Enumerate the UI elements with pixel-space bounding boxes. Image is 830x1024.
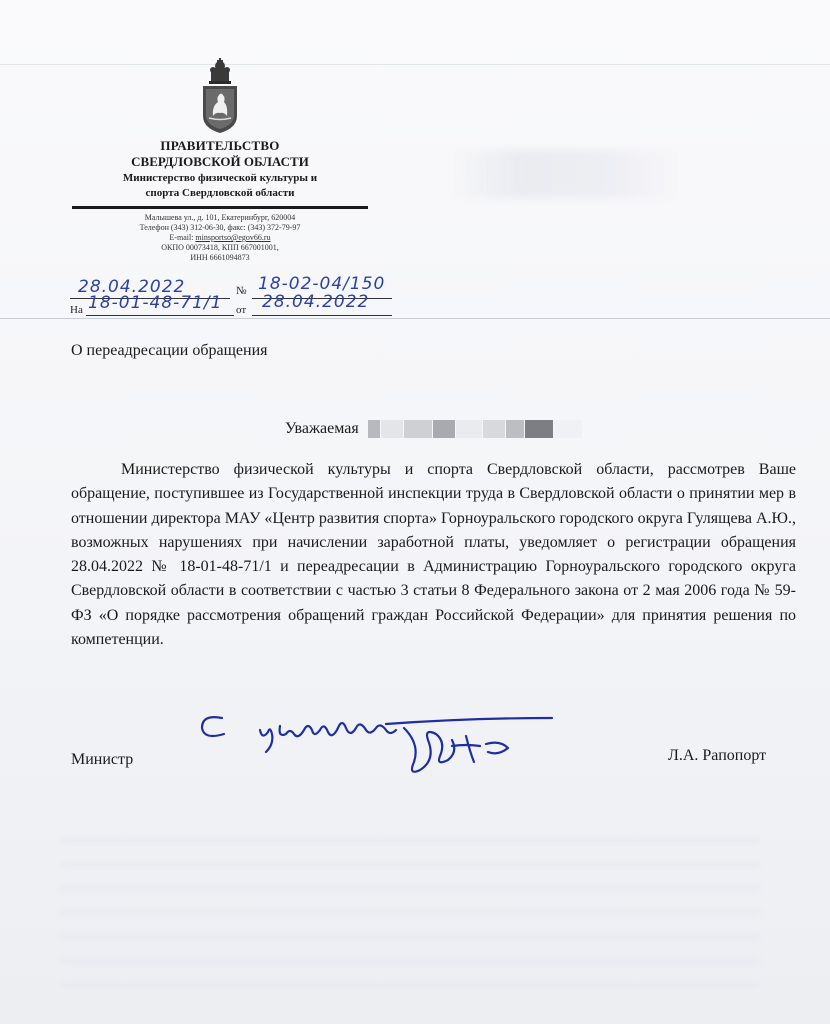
region-title: СВЕРДЛОВСКОЙ ОБЛАСТИ <box>131 154 309 169</box>
redacted-name-block <box>381 420 403 438</box>
incoming-date-underline <box>252 315 392 316</box>
inn: ИНН 6661094873 <box>190 253 250 262</box>
sverdlovsk-coat-of-arms-icon <box>198 58 242 134</box>
scan-fold-line <box>0 318 830 319</box>
email-label: E-mail: <box>169 233 196 242</box>
outgoing-date: 28.04.2022 <box>78 277 186 297</box>
greeting-word: Уважаемая <box>285 420 359 437</box>
handwritten-signature <box>190 700 560 780</box>
ministry-name-line1: Министерство физической культуры и <box>122 172 318 184</box>
redacted-name-block <box>554 420 582 438</box>
redacted-addressee-block <box>455 150 675 198</box>
address: Малышева ул., д. 101, Екатеринбург, 620004 <box>144 213 296 222</box>
bleed-through-shadow <box>60 820 760 990</box>
incoming-underline <box>86 315 234 316</box>
signature-ink <box>190 700 560 780</box>
number-label: № <box>236 285 247 297</box>
redacted-name-block <box>456 420 482 438</box>
outgoing-number: 18-02-04/150 <box>258 274 386 294</box>
redacted-name-block <box>368 420 380 438</box>
letter-body: Министерство физической культуры и спорта Свердловской области, рассмотрев Ваше обращение, поступившее из Государственной инспекции труда в Свердловской области о принятии мер в отношении директора МАУ «Центр развития спорта» Горноуральского городского округа Гулящева А.Ю., возможных нарушениях при начислении заработной платы, уведомляет о регистрации обращения 28.04.2022 № 18-01-48-71/1 и переадресации в Администрацию Горноуральского городского округа Свердловской области в соответствии с частью 3 статьи 8 Федерального закона от 2 мая 2006 года № 59-ФЗ «О порядке рассмотрения обращений граждан Российской Федерации» для принятия решения по компетенции. <box>71 461 796 649</box>
letter-subject: О переадресации обращения <box>71 342 268 359</box>
email-link[interactable]: minsportso@egov66.ru <box>195 233 271 242</box>
na-label: На <box>70 304 83 316</box>
phone-fax: Телефон (343) 312-06-30, факс: (343) 372-79-97 <box>139 223 301 232</box>
letterhead-divider <box>72 206 368 209</box>
incoming-date: 28.04.2022 <box>262 292 370 312</box>
signatory-title: Министр <box>71 751 134 768</box>
signatory-name: Л.А. Рапопорт <box>668 747 767 764</box>
ministry-name-line2: спорта Свердловской области <box>145 187 295 199</box>
redacted-name-block <box>433 420 455 438</box>
greeting-line <box>285 420 582 438</box>
redacted-name-block <box>483 420 505 438</box>
email-line <box>70 233 370 243</box>
redacted-name-block <box>525 420 553 438</box>
ot-label: от <box>236 304 247 316</box>
redacted-name-block <box>506 420 524 438</box>
redacted-name-block <box>404 420 432 438</box>
incoming-number: 18-01-48-71/1 <box>88 293 223 313</box>
okpo-kpp: ОКПО 00073418, КПП 667001001, <box>161 243 279 252</box>
letterhead <box>70 58 370 263</box>
government-title: ПРАВИТЕЛЬСТВО <box>160 138 280 153</box>
